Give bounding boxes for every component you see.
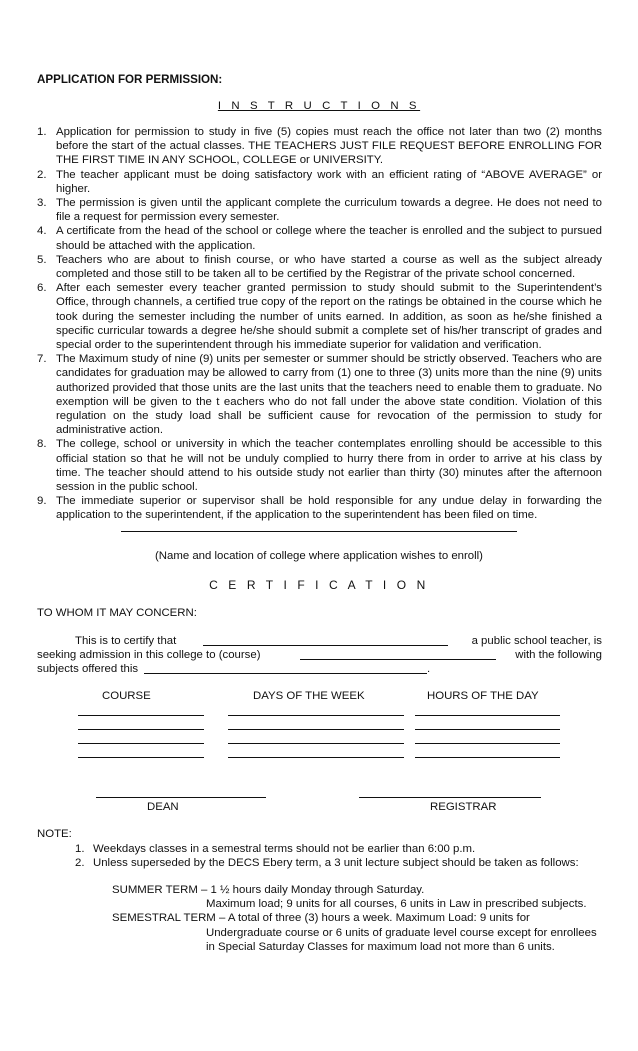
semester-line[interactable]	[144, 673, 427, 674]
instructions-heading: I N S T R U C T I O N S	[217, 100, 421, 112]
course-blank[interactable]	[78, 743, 204, 744]
dean-label: DEAN	[147, 801, 179, 813]
instruction-item: 7. The Maximum study of nine (9) units per semester or summer should be strictly observed. Teachers who are candidates for graduation may be allowed to carry from (1) one to three (3) units more than the nine (9) units authorized provided that those units are the last units that the teachers need to enable them to graduate. No exemption will be given to the t eachers who do not fall under the above state condition. Violation of this regulation on the study load shall be sufficient cause for revocation of the permission to study for administrative action.	[37, 353, 602, 437]
column-days: DAYS OF THE WEEK	[253, 690, 365, 702]
instruction-item: 1. Application for permission to study in five (5) copies must reach the office not later than two (2) months before the start of the actual classes. THE TEACHERS JUST FILE REQUEST BEFORE ENROLLING FOR THE FIRST TIME IN ANY SCHOOL, COLLEGE or UNIVERSITY.	[37, 126, 602, 167]
column-course: COURSE	[102, 690, 151, 702]
semestral-term-line: SEMESTRAL TERM – A total of three (3) hours a week. Maximum Load: 9 units for	[112, 912, 530, 925]
teacher-name-line[interactable]	[203, 645, 448, 646]
document-title: APPLICATION FOR PERMISSION:	[37, 73, 223, 86]
instruction-item: 8. The college, school or university in which the teacher contemplates enrolling should be accessible to this official station so that he will not be unduly complied to hurry there from in order to arrive at his class by time. The teacher should attend to his outside study not earlier than thirty (30) minutes after the afternoon session in the public school.	[37, 438, 602, 494]
days-blank[interactable]	[228, 729, 404, 730]
instruction-item: 6. After each semester every teacher granted permission to study should submit to the Superintendent’s Office, through channels, a certified true copy of the report on the ratings be obtained in the course which he took during the semester including the number of units earned. In addition, as soon as he/she finished a specific curricular towards a degree he/she should submit a complete set of his/her transcript of grades and special order to the superintendent through his immediate superior for validation and verification.	[37, 282, 602, 352]
summer-term-load: Maximum load; 9 units for all courses, 6 units in Law in prescribed subjects.	[206, 898, 587, 911]
college-caption: (Name and location of college where application wishes to enroll)	[155, 550, 483, 562]
registrar-label: REGISTRAR	[430, 801, 497, 813]
dean-signature-line[interactable]	[96, 797, 266, 798]
instruction-item: 9. The immediate superior or supervisor shall be hold responsible for any undue delay in forwarding the application to the superintendent, if the application to the superintendent has been filed on time.	[37, 495, 602, 522]
days-blank[interactable]	[228, 757, 404, 758]
terms-block	[112, 883, 612, 954]
salutation: TO WHOM IT MAY CONCERN:	[37, 607, 197, 619]
instructions-list	[37, 125, 602, 523]
instruction-item: 3. The permission is given until the applicant complete the curriculum towards a degree. He does not need to file a request for permission every semester.	[37, 197, 602, 224]
cert-text-1b: a public school teacher, is	[471, 635, 602, 647]
cert-text-2a: seeking admission in this college to (course)	[37, 649, 261, 661]
course-blank[interactable]	[78, 729, 204, 730]
course-blank[interactable]	[78, 757, 204, 758]
cert-text-2b: with the following	[515, 649, 602, 661]
column-hours: HOURS OF THE DAY	[427, 690, 539, 702]
course-blank[interactable]	[78, 715, 204, 716]
cert-text-1a: This is to certify that	[75, 635, 177, 647]
cert-text-3b: .	[427, 663, 431, 675]
semestral-term-detail: in Special Saturday Classes for maximum load not more than 6 units.	[206, 940, 555, 953]
hours-blank[interactable]	[415, 757, 560, 758]
days-blank[interactable]	[228, 743, 404, 744]
days-blank[interactable]	[228, 715, 404, 716]
cert-text-3a: subjects offered this	[37, 663, 139, 675]
registrar-signature-line[interactable]	[359, 797, 541, 798]
instruction-item: 5. Teachers who are about to finish course, or who have started a course as well as the subject already completed and those still to be taken all to be certified by the Registrar of the private school concerned.	[37, 253, 602, 281]
notes-list	[75, 842, 615, 870]
note-item: 1. Weekdays classes in a semestral terms should not be earlier than 6:00 p.m.	[75, 843, 476, 855]
certification-heading: C E R T I F I C A T I O N	[209, 578, 429, 592]
instruction-item: 2. The teacher applicant must be doing satisfactory work with an efficient rating of “ABOVE AVERAGE” or higher.	[37, 168, 602, 195]
instruction-item: 4. A certificate from the head of the school or college where the teacher is enrolled and the subject to pursued should be attached with the application.	[37, 225, 602, 252]
hours-blank[interactable]	[415, 729, 560, 730]
hours-blank[interactable]	[415, 743, 560, 744]
college-name-line[interactable]	[121, 531, 517, 532]
note-label: NOTE:	[37, 828, 72, 840]
semestral-term-detail: Undergraduate course or 6 units of graduate level course except for enrollees	[206, 926, 597, 939]
note-item: 2. Unless superseded by the DECS Ebery term, a 3 unit lecture subject should be taken as follows:	[75, 857, 579, 870]
course-line[interactable]	[300, 659, 496, 660]
summer-term-line: SUMMER TERM – 1 ½ hours daily Monday through Saturday.	[112, 884, 425, 896]
hours-blank[interactable]	[415, 715, 560, 716]
